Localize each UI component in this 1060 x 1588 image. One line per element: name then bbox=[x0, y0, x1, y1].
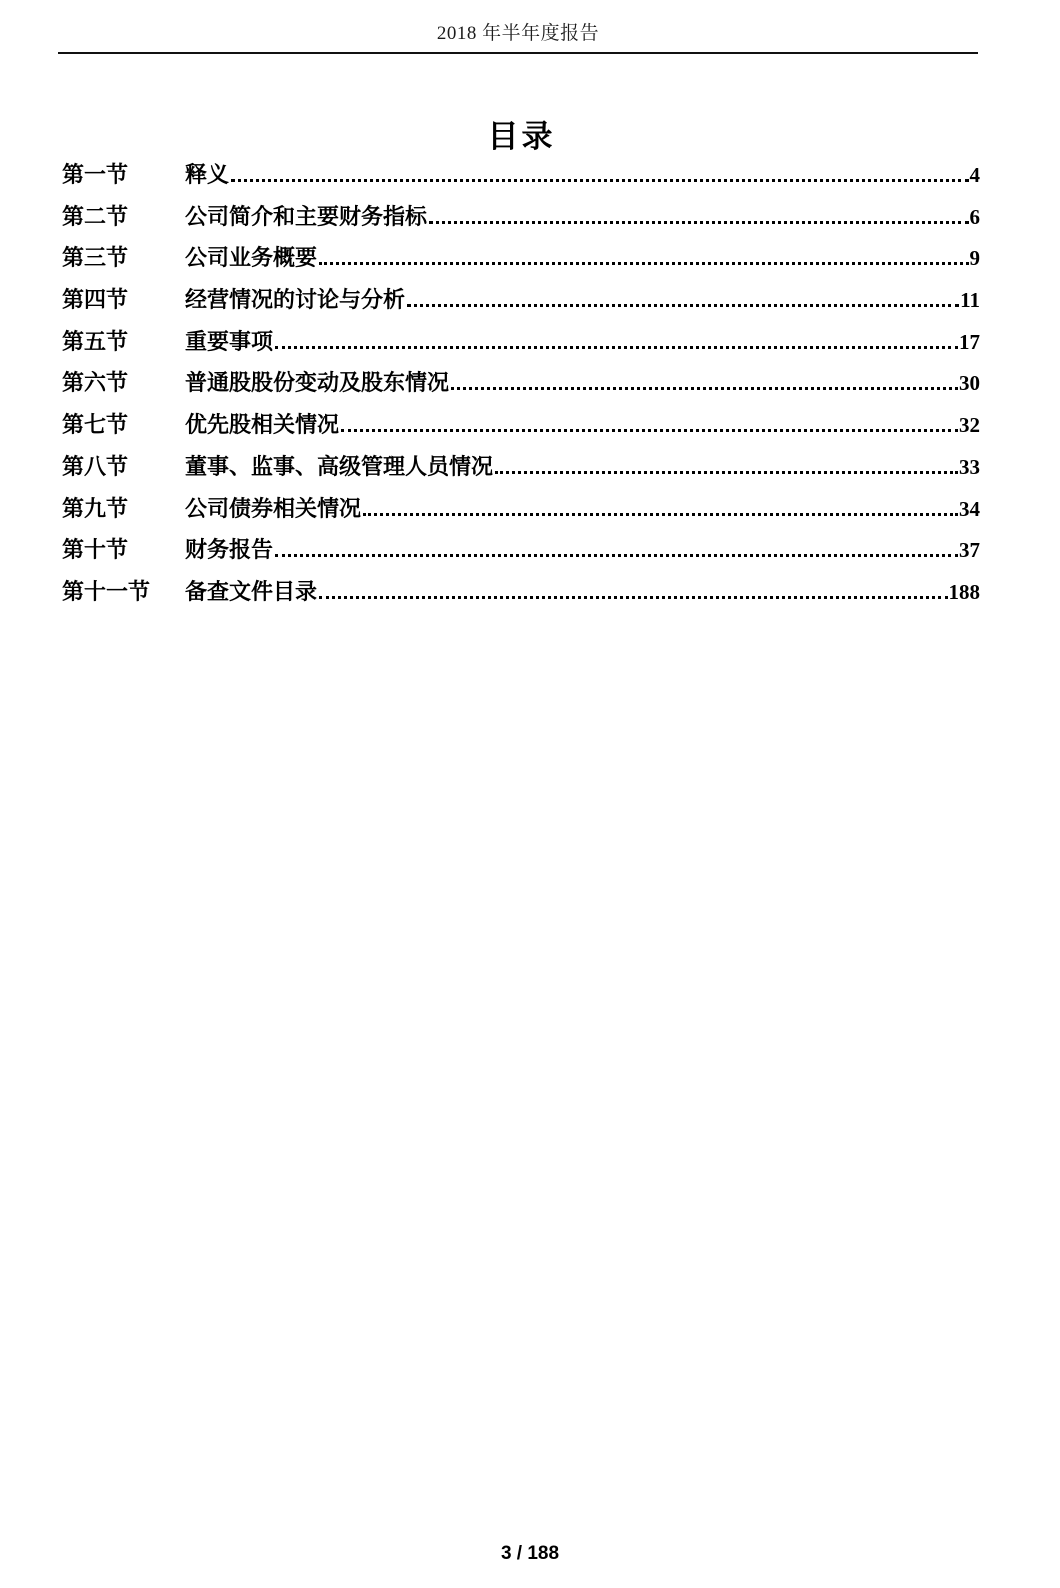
toc-title: 目录 bbox=[487, 119, 556, 154]
page-header bbox=[58, 0, 978, 54]
toc-dot-leader bbox=[341, 429, 958, 432]
toc-dot-leader bbox=[429, 221, 968, 224]
toc-entry[interactable] bbox=[62, 450, 980, 492]
toc-page-number: 33 bbox=[959, 454, 980, 479]
report-header-title: 2018 年半年度报告 bbox=[436, 23, 600, 44]
toc-entry[interactable] bbox=[62, 325, 980, 367]
toc-entry[interactable] bbox=[62, 241, 980, 283]
toc-page-number: 9 bbox=[969, 246, 980, 271]
footer-page-indicator: 3 / 188 bbox=[500, 1543, 560, 1564]
toc-entry-title: 财务报告 bbox=[185, 537, 274, 563]
toc-entry-title: 经营情况的讨论与分析 bbox=[185, 287, 406, 313]
toc-section-label: 第一节 bbox=[62, 162, 129, 187]
toc-entry[interactable] bbox=[62, 492, 980, 534]
toc-dot-leader bbox=[363, 513, 958, 516]
header-divider bbox=[58, 52, 978, 54]
toc-page-number: 17 bbox=[959, 329, 980, 354]
toc-entry[interactable] bbox=[62, 283, 980, 325]
toc-page-number: 4 bbox=[969, 163, 980, 187]
toc-section-label: 第十节 bbox=[62, 537, 129, 563]
toc-dot-leader bbox=[407, 304, 959, 307]
toc-entry-title: 释义 bbox=[185, 162, 230, 187]
toc-dot-leader bbox=[495, 471, 958, 474]
toc-entry[interactable] bbox=[62, 200, 980, 242]
toc-section-label: 第二节 bbox=[62, 203, 129, 229]
toc-dot-leader bbox=[319, 262, 968, 265]
toc-page-number: 34 bbox=[959, 496, 980, 521]
toc-entry[interactable] bbox=[62, 158, 980, 200]
toc-section-label: 第五节 bbox=[62, 328, 129, 354]
toc-section-label: 第七节 bbox=[62, 412, 129, 438]
toc-dot-leader bbox=[231, 179, 968, 182]
toc-page-number: 188 bbox=[948, 579, 980, 604]
toc-entry[interactable] bbox=[62, 533, 980, 575]
toc-entry-title: 重要事项 bbox=[185, 328, 274, 354]
toc-entry-title: 公司业务概要 bbox=[185, 245, 318, 271]
toc-page-number: 37 bbox=[959, 538, 980, 563]
toc-section-label: 第四节 bbox=[62, 287, 129, 313]
toc-dot-leader bbox=[319, 596, 947, 599]
toc-page-number: 6 bbox=[969, 204, 980, 229]
toc-entry-title: 普通股股份变动及股东情况 bbox=[185, 370, 450, 396]
toc-dot-leader bbox=[275, 554, 958, 557]
toc-entry[interactable] bbox=[62, 575, 980, 617]
toc-entry[interactable] bbox=[62, 366, 980, 408]
toc-section-label: 第六节 bbox=[62, 370, 129, 396]
toc-page-number: 30 bbox=[959, 371, 980, 396]
toc-dot-leader bbox=[451, 387, 958, 390]
toc-entry-title: 优先股相关情况 bbox=[185, 412, 340, 438]
toc-section-label: 第八节 bbox=[62, 453, 129, 479]
toc-page-number: 11 bbox=[960, 288, 980, 313]
toc-section-label: 第三节 bbox=[62, 245, 129, 271]
toc-page-number: 32 bbox=[959, 413, 980, 438]
toc-entry-title: 公司债券相关情况 bbox=[185, 495, 362, 521]
toc-entry-title: 备查文件目录 bbox=[185, 578, 318, 604]
toc-entry-title: 公司简介和主要财务指标 bbox=[185, 203, 428, 229]
toc-entry-title: 董事、监事、高级管理人员情况 bbox=[185, 453, 494, 479]
toc-list bbox=[62, 158, 980, 617]
toc-section-label: 第十一节 bbox=[62, 578, 151, 604]
toc-entry[interactable] bbox=[62, 408, 980, 450]
toc-dot-leader bbox=[275, 346, 958, 349]
toc-section-label: 第九节 bbox=[62, 495, 129, 521]
